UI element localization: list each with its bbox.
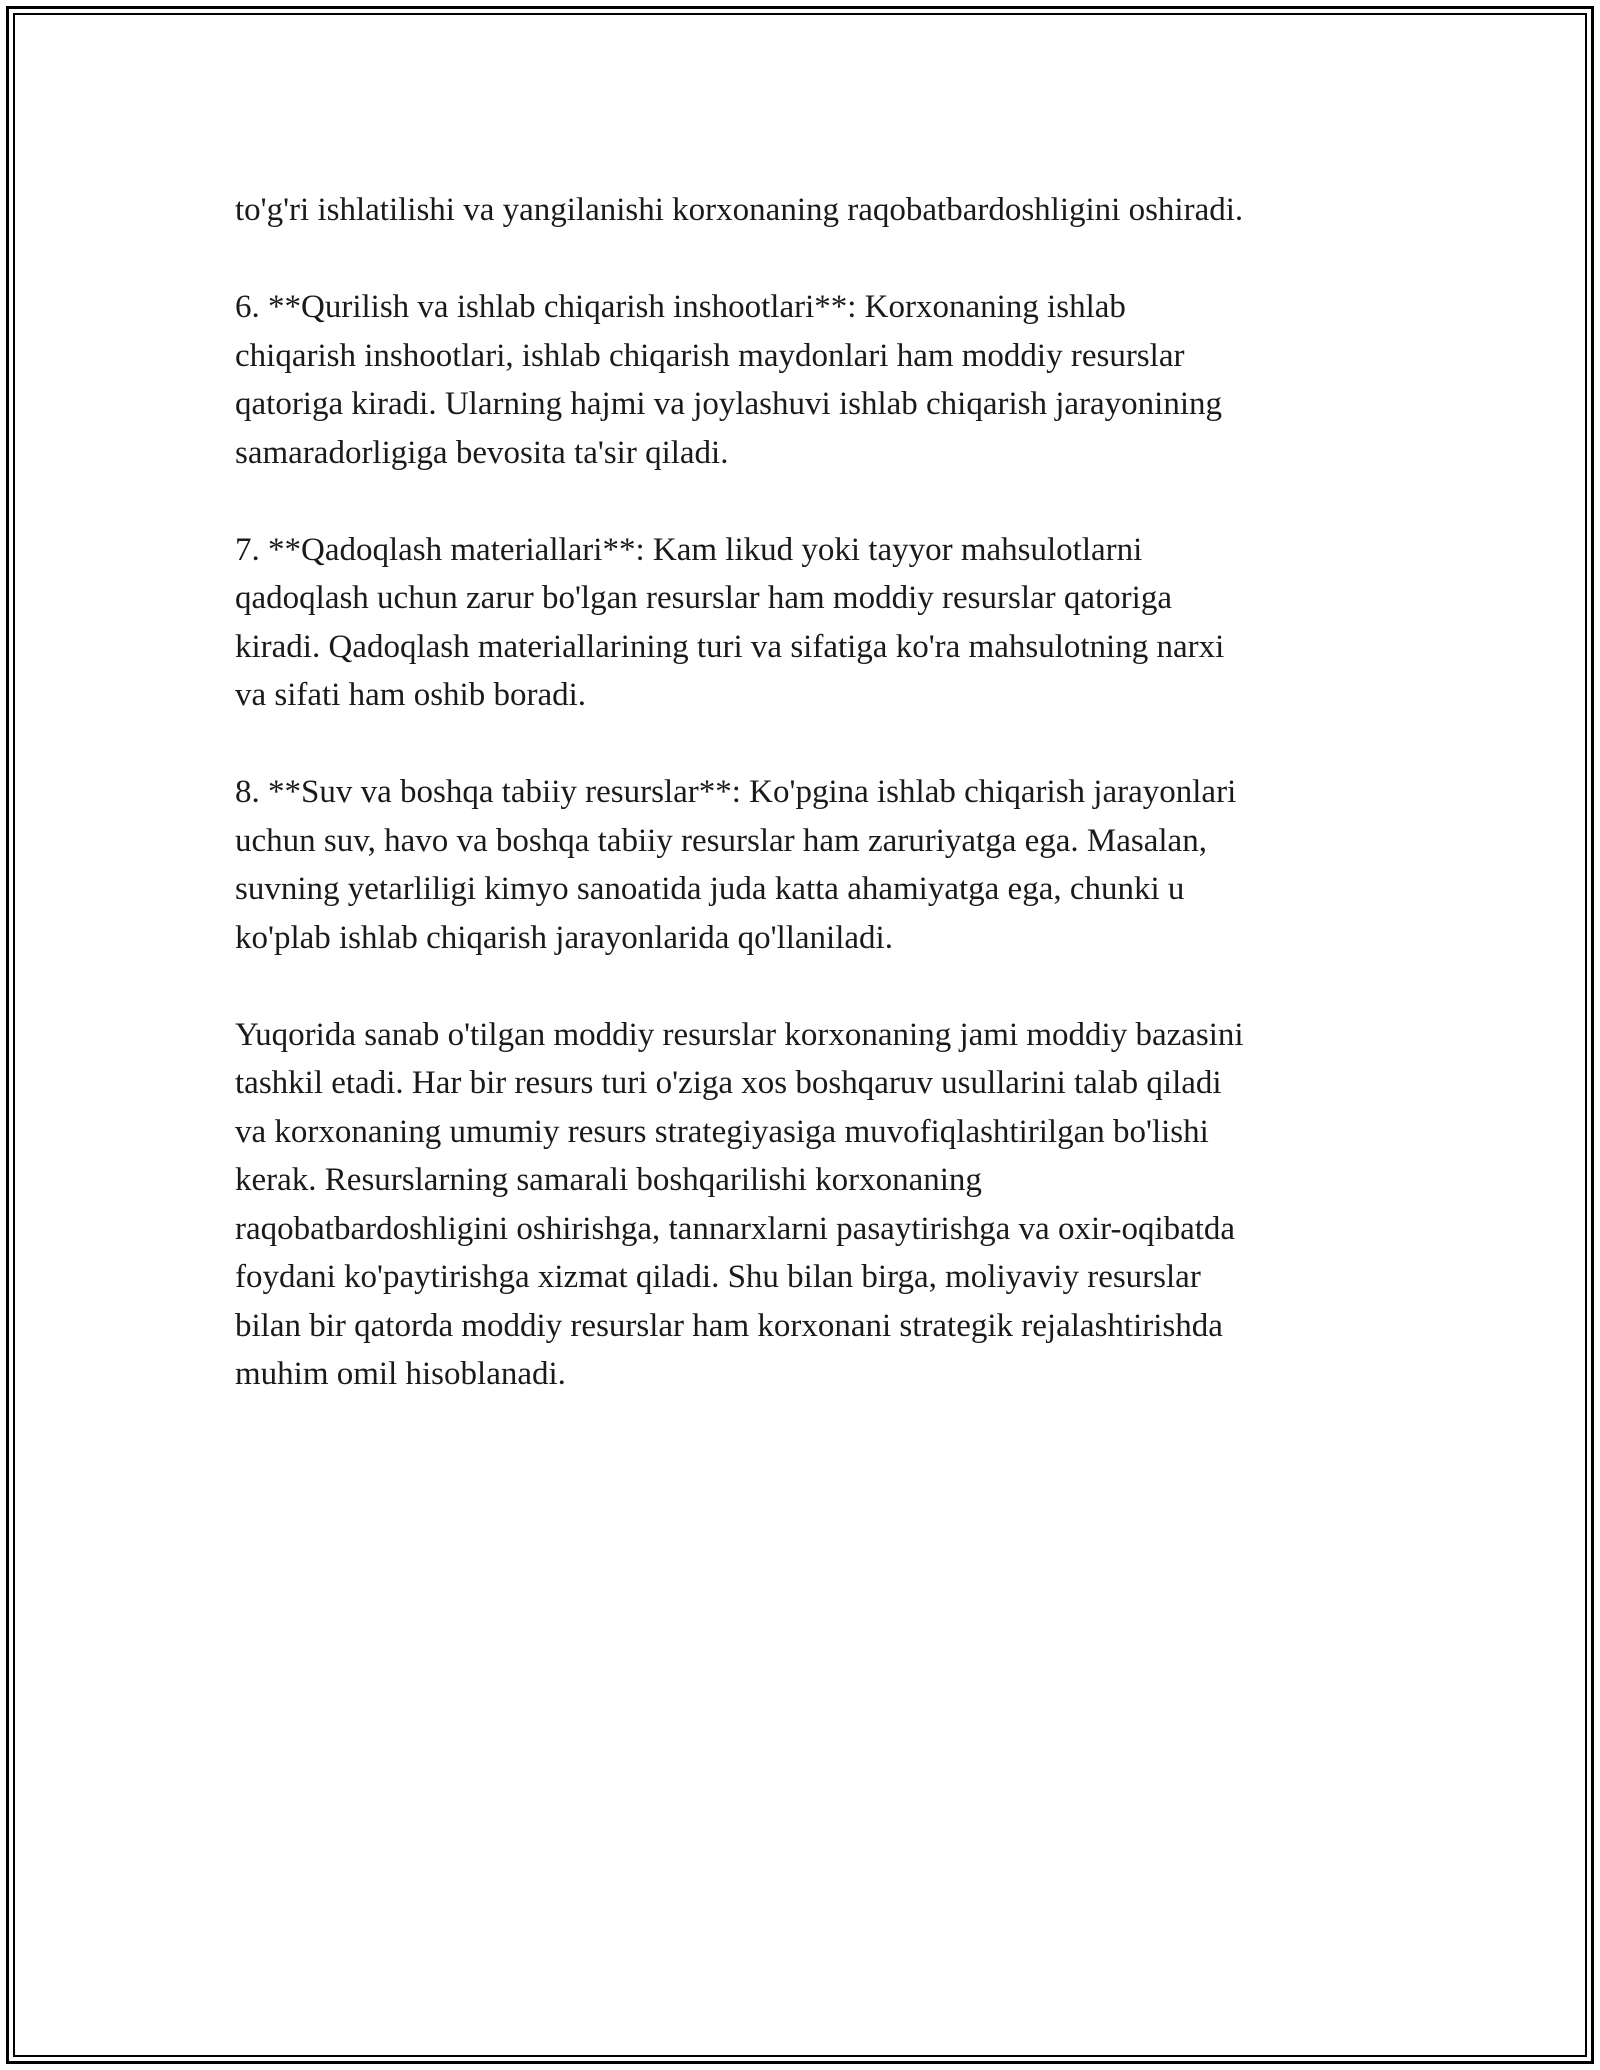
paragraph-summary: Yuqorida sanab o'tilgan moddiy resurslar korxonaning jami moddiy bazasini tashkil etadi. Har bir resurs turi o'ziga xos boshqaruv usullarini talab qiladi va korxonaning umumiy resurs strategiyasiga muvofiqlashtirilgan bo'lishi kerak. Resurslarning samarali boshqarilishi korxonaning raqobatbardoshligini oshirishga, tannarxlarni pasaytirishga va oxir-oqibatda foydani ko'paytirishga xizmat qiladi. Shu bilan birga, moliyaviy resurslar bilan bir qatorda moddiy resurslar ham korxonani strategik rejalashtirishda muhim omil hisoblanadi. [235,1016,1244,1392]
paragraph-continuation: to'g'ri ishlatilishi va yangilanishi korxonaning raqobatbardoshligini oshiradi. [235,192,1244,228]
paragraph-item-6: 6. **Qurilish va ishlab chiqarish inshootlari**: Korxonaning ishlab chiqarish inshootlari, ishlab chiqarish maydonlari ham moddiy resurslar qatoriga kiradi. Ularning hajmi va joylashuvi ishlab chiqarish jarayonining samaradorligiga bevosita ta'sir qiladi. [235,289,1223,471]
paragraph-item-8: 8. **Suv va boshqa tabiiy resurslar**: Ko'pgina ishlab chiqarish jarayonlari uchun suv, havo va boshqa tabiiy resurslar ham zaruriyatga ega. Masalan, suvning yetarliligi kimyo sanoatida juda katta ahamiyatga ega, chunki u ko'plab ishlab chiqarish jarayonlarida qo'llaniladi. [235,774,1237,956]
paragraph-item-7: 7. **Qadoqlash materiallari**: Kam likud yoki tayyor mahsulotlarni qadoqlash uchun zarur bo'lgan resurslar ham moddiy resurslar qatoriga kiradi. Qadoqlash materiallarining turi va sifatiga ko'ra mahsulotning narxi va sifati ham oshib boradi. [235,531,1225,713]
document-body [235,186,1370,1399]
